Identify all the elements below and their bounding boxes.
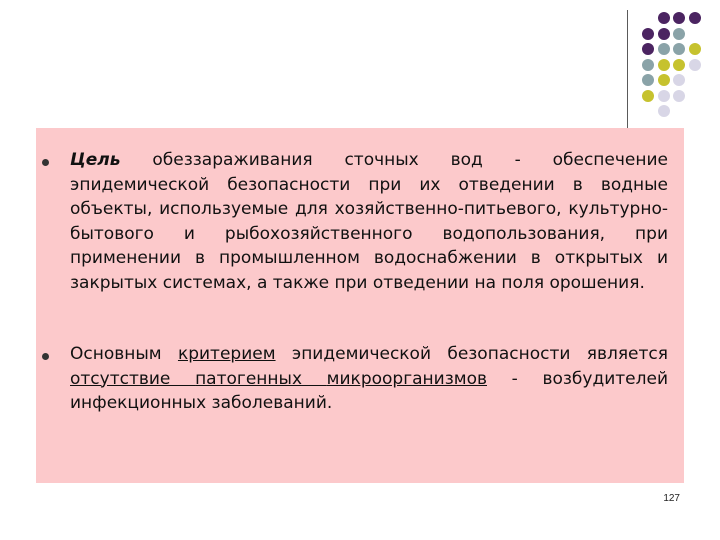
goal-text: обеззараживания сточных вод - обеспечение эпидемической безопасности при их отведении в водные объекты, используемые для хозяйственно-питьевого, культурно-бытового и рыбохозяйственного водопользования, при применении в промышленном водоснабжении в открытых и закрытых системах, а также при отведении на поля орошения.: [70, 150, 668, 293]
criterion-underlined-3: патогенных: [195, 368, 327, 389]
bullet-text-criterion: [70, 342, 668, 416]
decorative-dot: [658, 12, 670, 24]
decorative-dot: [642, 28, 654, 40]
decorative-dot: [642, 74, 654, 86]
decorative-dot: [658, 74, 670, 86]
page-number: 127: [663, 493, 680, 504]
bullet-icon: [42, 159, 49, 166]
decorative-dot: [673, 28, 685, 40]
decorative-dot: [642, 43, 654, 55]
bullet-icon: [42, 353, 49, 360]
criterion-underlined-2: отсутствие: [70, 368, 196, 389]
decorative-dot: [658, 43, 670, 55]
decorative-dot: [658, 105, 670, 117]
decorative-dot: [689, 12, 701, 24]
decorative-dot: [658, 28, 670, 40]
decorative-dot: [689, 59, 701, 71]
decorative-dot: [642, 59, 654, 71]
decorative-dot-grid: [0, 0, 720, 120]
decorative-dot: [658, 90, 670, 102]
content-panel: [36, 128, 684, 483]
criterion-text-5: - возбудителей инфекционных заболеваний.: [70, 368, 669, 413]
decorative-dot: [673, 43, 685, 55]
criterion-text-1: Основным: [70, 344, 178, 364]
decorative-dot: [673, 59, 685, 71]
criterion-underlined-4: микроорганизмов: [326, 368, 487, 389]
criterion-underlined-1: критерием: [177, 344, 276, 364]
decorative-dot: [689, 43, 701, 55]
goal-keyword: Цель: [70, 150, 121, 170]
bullet-text-goal: [70, 148, 668, 295]
decorative-dot: [673, 74, 685, 86]
criterion-text-2: эпидемической безопасности является: [275, 344, 668, 364]
decorative-dot: [658, 59, 670, 71]
decorative-dot: [673, 12, 685, 24]
decorative-dot: [642, 90, 654, 102]
decorative-dot: [673, 90, 685, 102]
